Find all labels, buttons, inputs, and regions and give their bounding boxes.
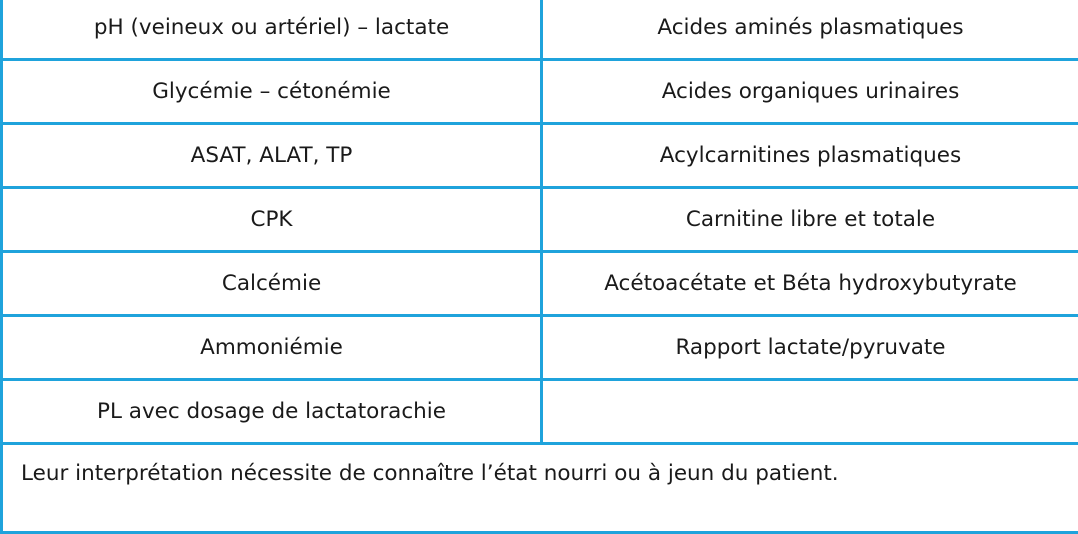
table-cell: Acides organiques urinaires	[542, 60, 1078, 124]
table-row	[2, 124, 1078, 188]
table-cell: PL avec dosage de lactatorachie	[2, 380, 542, 444]
table-row	[2, 60, 1078, 124]
table-note-row	[2, 444, 1078, 533]
table-cell-empty	[542, 380, 1078, 444]
table-row	[2, 0, 1078, 60]
table-row	[2, 188, 1078, 252]
table-row	[2, 252, 1078, 316]
table-row	[2, 380, 1078, 444]
table-cell: Acétoacétate et Béta hydroxybutyrate	[542, 252, 1078, 316]
table-cell: Calcémie	[2, 252, 542, 316]
interpretation-note: Leur interprétation nécessite de connaître l’état nourri ou à jeun du patient.	[2, 444, 1078, 533]
table-cell: CPK	[2, 188, 542, 252]
table-cell: Ammoniémie	[2, 316, 542, 380]
table-row	[2, 316, 1078, 380]
table-cell: ASAT, ALAT, TP	[2, 124, 542, 188]
table-cell: Acides aminés plasmatiques	[542, 0, 1078, 60]
table-cell: pH (veineux ou artériel) – lactate	[2, 0, 542, 60]
table-cell: Rapport lactate/pyruvate	[542, 316, 1078, 380]
table-cell: Carnitine libre et totale	[542, 188, 1078, 252]
table-cell: Glycémie – cétonémie	[2, 60, 542, 124]
table-cell: Acylcarnitines plasmatiques	[542, 124, 1078, 188]
